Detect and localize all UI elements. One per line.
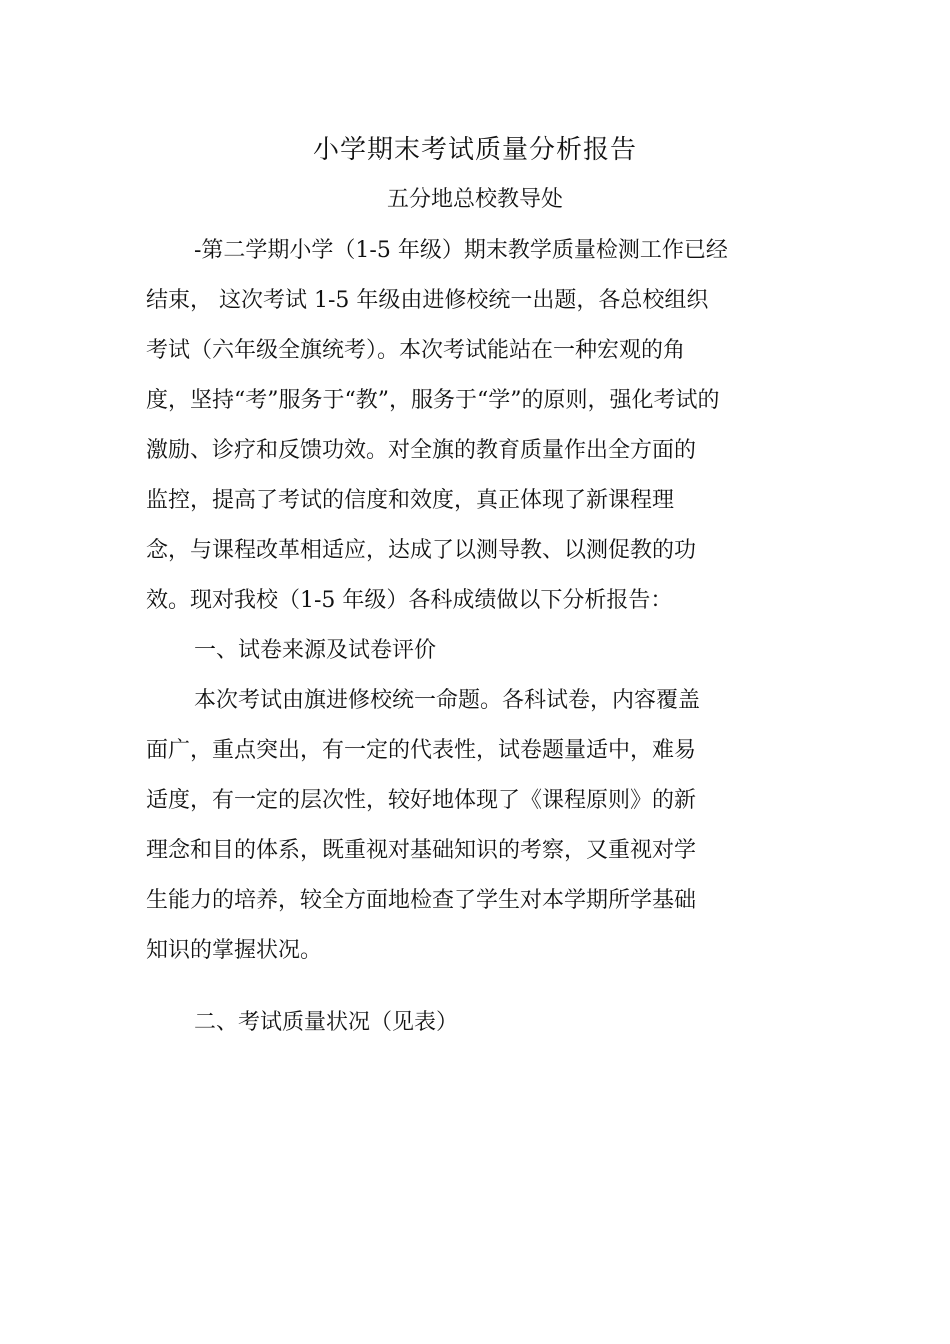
paragraph-line: 效。现对我校（1-5 年级）各科成绩做以下分析报告：	[146, 588, 673, 613]
paragraph-line: 念，与课程改革相适应，达成了以测导教、以测促教的功	[146, 538, 697, 563]
section-heading-2: 二、考试质量状况（见表）	[194, 1010, 459, 1035]
paragraph-line: 面广，重点突出，有一定的代表性，试卷题量适中，难易	[146, 738, 697, 763]
paragraph-exam-source	[146, 679, 811, 979]
paragraph-line: 监控，提高了考试的信度和效度，真正体现了新课程理	[146, 488, 675, 513]
section-heading-1: 一、试卷来源及试卷评价	[194, 638, 437, 663]
paragraph-line: 理念和目的体系，既重视对基础知识的考察，又重视对学	[146, 838, 697, 863]
paragraph-line: 生能力的培养，较全方面地检查了学生对本学期所学基础	[146, 888, 697, 913]
paragraph-line: 度，坚持“考”服务于“教”，服务于“学”的原则，强化考试的	[146, 388, 720, 413]
spacer	[146, 979, 811, 1001]
paragraph-line: -第二学期小学（1-5 年级）期末教学质量检测工作已经	[194, 238, 728, 263]
document-subtitle: 五分地总校教导处	[386, 187, 563, 212]
paragraph-line: 本次考试由旗进修校统一命题。各科试卷，内容覆盖	[194, 688, 701, 713]
document-body	[146, 229, 811, 1051]
paragraph-line: 结束， 这次考试 1-5 年级由进修校统一出题，各总校组织	[146, 288, 709, 313]
paragraph-intro	[146, 229, 811, 629]
paragraph-line: 激励、诊疗和反馈功效。对全旗的教育质量作出全方面的	[146, 438, 697, 463]
paragraph-line: 适度，有一定的层次性，较好地体现了《课程原则》的新	[146, 788, 697, 813]
paragraph-line: 知识的掌握状况。	[146, 938, 323, 963]
document-title: 小学期末考试质量分析报告	[312, 135, 637, 165]
paragraph-line: 考试（六年级全旗统考）。本次考试能站在一种宏观的角	[146, 338, 686, 363]
